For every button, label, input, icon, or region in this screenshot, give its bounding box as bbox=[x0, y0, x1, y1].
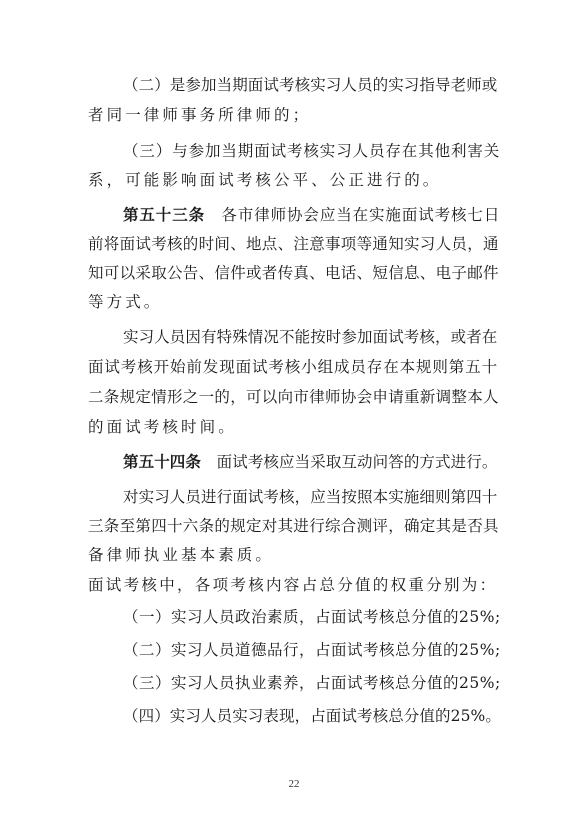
text-line: （三）与参加当期面试考核实习人员存在其他利害关 bbox=[123, 142, 501, 160]
text-line: 面试考核中，各项考核内容占总分值的权重分别为： bbox=[88, 576, 498, 594]
text-line: 面试考核应当采取互动问答的方式进行。 bbox=[216, 453, 498, 471]
text-line: 各市律师协会应当在实施面试考核七日 bbox=[221, 206, 501, 224]
text-line: 前将面试考核的时间、地点、注意事项等通知实习人员，通 bbox=[88, 235, 499, 253]
list-item: （三）实习人员执业素养，占面试考核总分值的25%; bbox=[123, 674, 501, 692]
text-line: （二）是参加当期面试考核实习人员的实习指导老师或 bbox=[123, 76, 498, 94]
text-line: 备律师执业基本素质。 bbox=[88, 546, 275, 564]
text-line: 知可以采取公告、信件或者传真、电话、短信息、电子邮件 bbox=[88, 264, 499, 282]
text-line: 对实习人员进行面试考核，应当按照本实施细则第四十 bbox=[123, 488, 498, 506]
text-line: 二条规定情形之一的，可以向市律师协会申请重新调整本人 bbox=[88, 388, 499, 406]
text-line: 三条至第四十六条的规定对其进行综合测评，确定其是否具 bbox=[88, 517, 499, 535]
text-line: 等方式。 bbox=[88, 293, 163, 311]
article-54 bbox=[123, 452, 497, 472]
text-line: 者同一律师事务所律师的； bbox=[88, 106, 312, 124]
article-number: 第五十三条 bbox=[123, 205, 206, 224]
article-53 bbox=[123, 205, 500, 225]
article-number: 第五十四条 bbox=[123, 452, 202, 471]
text-line: 的面试考核时间。 bbox=[88, 418, 237, 436]
list-item: （一）实习人员政治素质，占面试考核总分值的25%; bbox=[123, 608, 501, 626]
page-number: 22 bbox=[288, 778, 300, 790]
text-line: 面试考核开始前发现面试考核小组成员存在本规则第五十 bbox=[88, 358, 499, 376]
list-item: （二）实习人员道德品行，占面试考核总分值的25%; bbox=[123, 641, 501, 659]
text-line: 实习人员因有特殊情况不能按时参加面试考核，或者在 bbox=[123, 328, 498, 346]
text-line: 系，可能影响面试考核公平、公正进行的。 bbox=[88, 171, 442, 189]
list-item: （四）实习人员实习表现，占面试考核总分值的25%。 bbox=[123, 707, 501, 725]
